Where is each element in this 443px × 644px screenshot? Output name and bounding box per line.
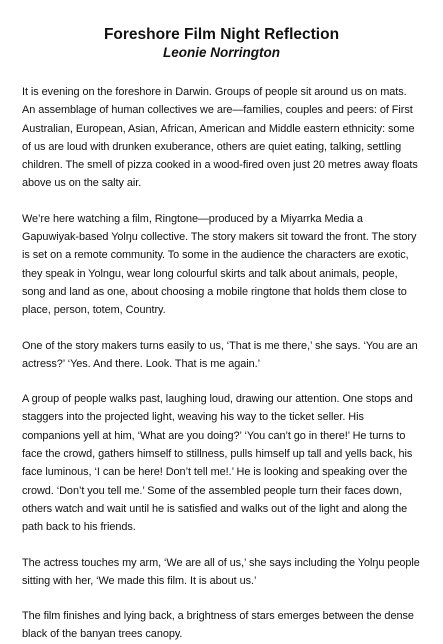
- paragraph-5: The actress touches my arm, ‘We are all of us,’ she says including the Yolŋu people sitting with her, ‘We made this film. It is about us.’: [22, 556, 420, 587]
- paragraph-4: A group of people walks past, laughing loud, drawing our attention. One stops and staggers into the projected light, weaving his way to the ticket seller. His companions yell at him, ‘What are you doing?’ ‘You can’t go in there!’ He turns to face the crowd, gathers himself to stillness, pulls himself up tall and yells back, his face luminous, ‘I can be here! Don’t tell me!.’ He is looking and speaking over the crowd. ‘Don’t you tell me.’ Some of the assembled people turn their faces down, others watch and wait until he is satisfied and walks out of the light and along the path back to his friends.: [22, 393, 413, 534]
- paragraph-1: It is evening on the foreshore in Darwin. Groups of people sit around us on mats. An assemblage of human collectives we are—families, couples and peers: of First Australian, European, Asian, African, American and Middle eastern ethnicity: some of us are loud with drunken exuberance, others are quiet eating, talking, settling children. The smell of pizza cooked in a wood-fired oven just 20 metres away floats above us on the salty air.: [22, 86, 418, 190]
- paragraph-2: We’re here watching a film, Ringtone—produced by a Miyarrka Media a Gapuwiyak-based Yolŋu collective. The story makers sit toward the front. The story is set on a remote community. To some in the audience the characters are exotic, they speak in Yolngu, wear long colourful skirts and talk about animals, people, song and land as one, about choosing a mobile ringtone that holds them close to place, person, totem, Country.: [22, 212, 417, 317]
- paragraph-6: The film finishes and lying back, a brightness of stars emerges between the dense black of the banyan trees canopy.: [22, 610, 414, 641]
- paragraph-3: One of the story makers turns easily to us, ‘That is me there,’ she says. ‘You are an actress?’ ‘Yes. And there. Look. That is me again.’: [22, 339, 418, 370]
- document-title: Foreshore Film Night Reflection: [103, 26, 340, 43]
- document-author: Leonie Norrington: [163, 45, 280, 60]
